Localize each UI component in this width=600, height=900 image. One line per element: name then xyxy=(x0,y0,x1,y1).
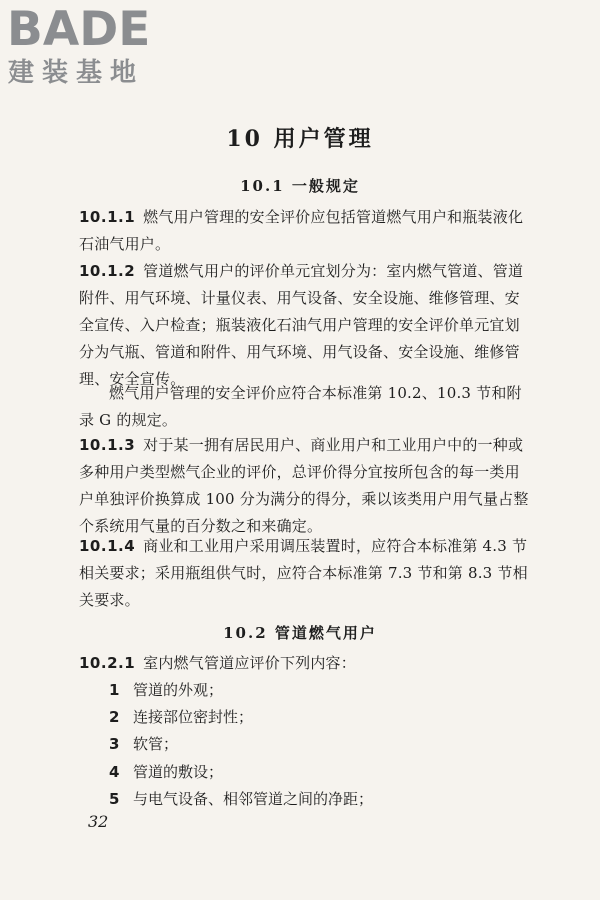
clause-10-1-3 xyxy=(79,432,529,540)
clause-10-1-4 xyxy=(79,533,529,614)
page-number: 32 xyxy=(88,812,109,831)
clause-number: 10.1.2 xyxy=(79,262,136,280)
clause-10-1-1 xyxy=(79,204,529,258)
clause-number: 10.1.1 xyxy=(79,208,136,226)
list-item-number: 1 xyxy=(109,681,120,699)
list-item-text: 管道的敷设； xyxy=(133,762,224,781)
section-heading-10-1: 10.1 一般规定 xyxy=(240,177,360,195)
list-item-number: 5 xyxy=(109,789,120,808)
list-item xyxy=(109,677,509,704)
list-item-number: 2 xyxy=(109,708,120,727)
list-item xyxy=(109,731,509,758)
section-heading-10-2: 10.2 管道燃气用户 xyxy=(223,624,377,642)
clause-text: 燃气用户管理的安全评价应包括管道燃气用户和瓶装液化石油气用户。 xyxy=(79,208,524,253)
clause-10-2-1 xyxy=(79,650,529,677)
clause-text: 室内燃气管道应评价下列内容： xyxy=(143,654,356,672)
list-item-text: 与电气设备、相邻管道之间的净距； xyxy=(133,789,374,808)
clause-number: 10.2.1 xyxy=(79,654,136,672)
clause-10-1-2-note xyxy=(79,380,529,434)
evaluation-list xyxy=(109,677,509,813)
clause-text: 商业和工业用户采用调压装置时，应符合本标准第 4.3 节相关要求；采用瓶组供气时，应符合本标准第 7.3 节和第 8.3 节相关要求。 xyxy=(79,537,528,609)
list-item xyxy=(109,759,509,786)
clause-number: 10.1.3 xyxy=(79,436,136,454)
list-item-text: 连接部位密封性； xyxy=(133,708,254,727)
clause-text: 对于某一拥有居民用户、商业用户和工业用户中的一种或多种用户类型燃气企业的评价，总评价得分宜按所包含的每一类用户单独评价换算成 100 分为满分的得分，乘以该类用户用气量占整个系统用气量的百分数之和来确定。 xyxy=(79,436,529,535)
list-item-number: 3 xyxy=(109,735,120,754)
watermark-logo xyxy=(7,2,177,92)
logo-text-bottom: 建装基地 xyxy=(8,58,145,88)
clause-text: 管道燃气用户的评价单元宜划分为：室内燃气管道、管道附件、用气环境、计量仪表、用气设备、安全设施、维修管理、安全宣传、入户检查；瓶装液化石油气用户管理的安全评价单元宜划分为气瓶、管道和附件、用气环境、用气设备、安全设施、维修管理、安全宣传。 xyxy=(79,262,524,388)
list-item-text: 软管； xyxy=(133,735,179,754)
logo-text-top: BADE xyxy=(7,2,151,57)
clause-number: 10.1.4 xyxy=(79,537,136,555)
list-item xyxy=(109,786,509,813)
list-item-number: 4 xyxy=(109,762,120,781)
chapter-title: 10 用户管理 xyxy=(226,126,374,152)
clause-10-1-2 xyxy=(79,258,529,393)
clause-text: 燃气用户管理的安全评价应符合本标准第 10.2、10.3 节和附录 G 的规定。 xyxy=(79,384,522,429)
list-item-text: 管道的外观； xyxy=(133,681,224,699)
list-item xyxy=(109,704,509,731)
